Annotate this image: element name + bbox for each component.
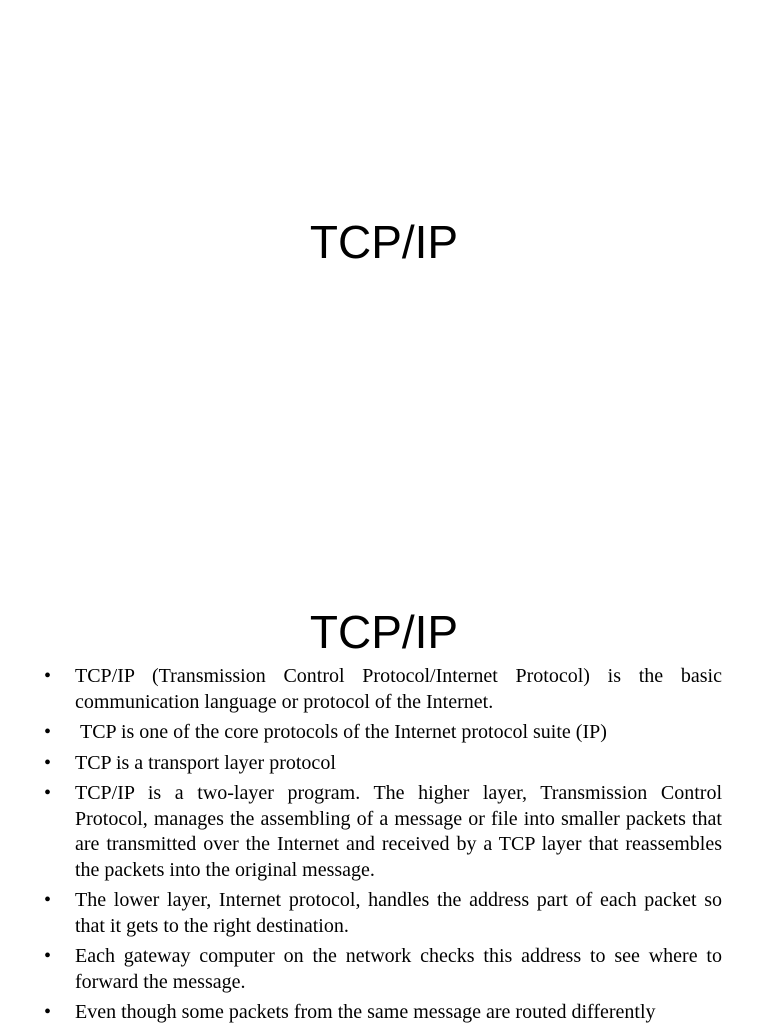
bullet-item — [40, 1000, 722, 1024]
bullet-icon: • — [44, 751, 52, 774]
bullet-text: Even though some packets from the same message are routed differently — [75, 1001, 656, 1023]
bullet-icon: • — [44, 889, 52, 911]
bullet-item — [40, 720, 722, 746]
bullet-text: TCP is one of the core protocols of the Internet protocol suite (IP) — [75, 721, 607, 743]
bullet-list — [40, 664, 722, 1024]
bullet-icon: • — [44, 721, 52, 743]
bullet-item — [40, 664, 722, 715]
bullet-text: Each gateway computer on the network checks this address to see where to forward the message. — [75, 945, 722, 993]
bullet-item — [40, 751, 722, 777]
bullet-text: The lower layer, Internet protocol, handles the address part of each packet so that it gets to the right destination. — [75, 889, 722, 937]
bullet-item — [40, 888, 722, 939]
bullet-icon: • — [44, 782, 52, 804]
bullet-item — [40, 944, 722, 995]
bullet-text: TCP/IP (Transmission Control Protocol/Internet Protocol) is the basic communication language or protocol of the Internet. — [75, 665, 722, 713]
bullet-text: TCP/IP is a two-layer program. The higher layer, Transmission Control Protocol, manages the assembling of a message or file into smaller packets that are transmitted over the Internet and received by a TCP layer that reassembles the packets into the original message. — [75, 782, 722, 881]
bullet-item — [40, 781, 722, 883]
slide-title: TCP/IP — [309, 216, 459, 268]
content-slide — [0, 576, 768, 1024]
bullet-icon: • — [44, 665, 52, 687]
bullet-icon: • — [44, 945, 52, 967]
slide-title: TCP/IP — [309, 606, 459, 658]
bullet-text: TCP is a transport layer protocol — [75, 751, 336, 774]
bullet-icon: • — [44, 1001, 52, 1023]
